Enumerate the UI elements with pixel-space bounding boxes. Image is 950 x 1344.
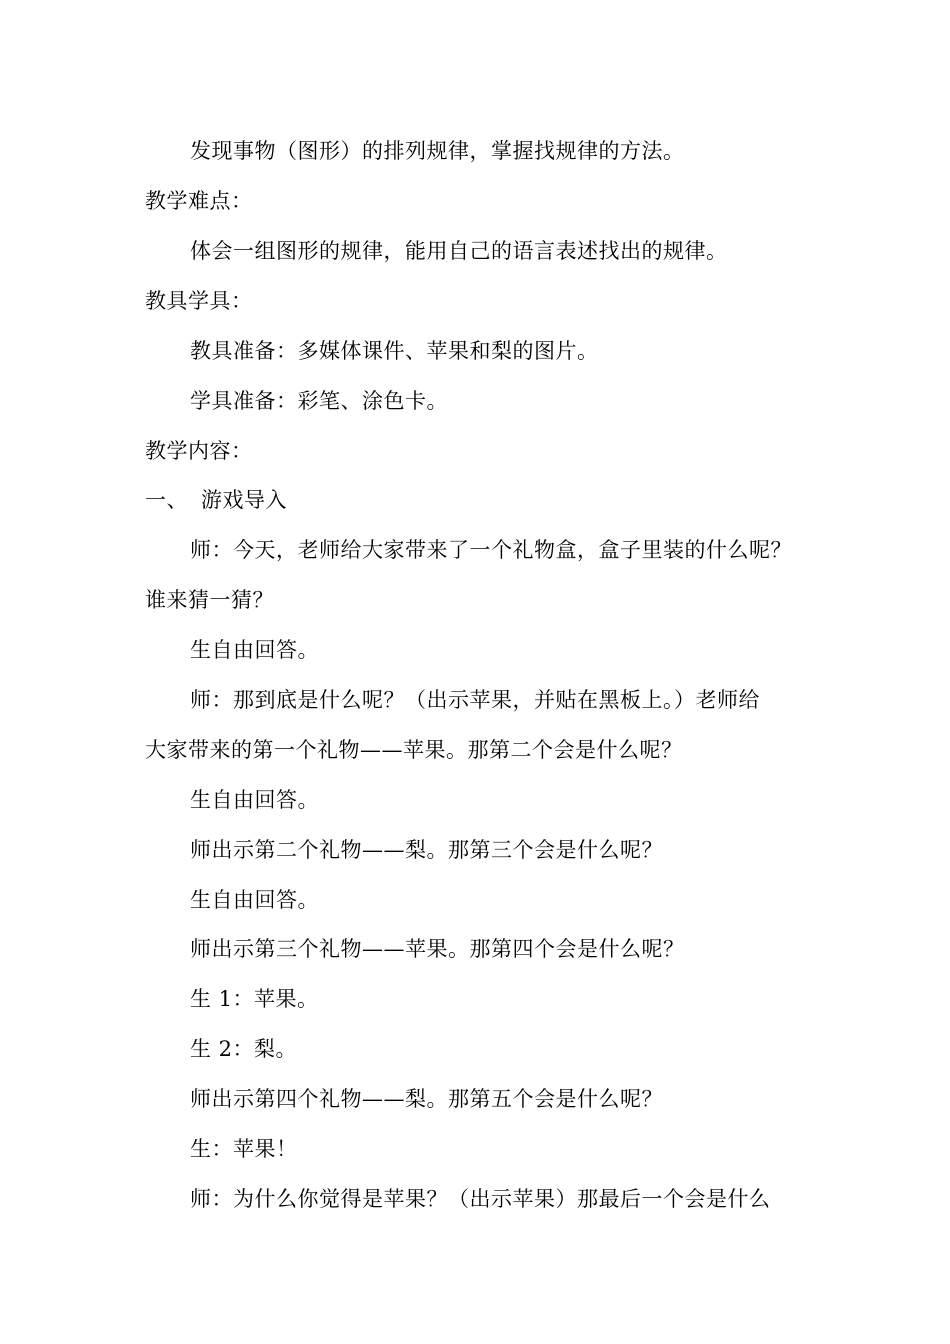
text-line: 生：苹果！ (190, 1137, 298, 1161)
text-line: 谁来猜一猜？ (145, 588, 274, 612)
text-line: 师出示第二个礼物——梨。那第三个会是什么呢？ (190, 838, 663, 862)
text-line: 体会一组图形的规律，能用自己的语言表述找出的规律。 (190, 239, 728, 263)
section-heading: 教学内容： (145, 439, 253, 463)
text-line: 生 1：苹果。 (190, 987, 319, 1011)
list-heading-text: 游戏导入 (201, 488, 287, 512)
section-heading: 教学难点： (145, 189, 253, 213)
list-heading (145, 480, 825, 520)
text-line: 生自由回答。 (190, 788, 319, 812)
text-line: 生自由回答。 (190, 888, 319, 912)
text-line: 师出示第三个礼物——苹果。那第四个会是什么呢？ (190, 937, 685, 961)
text-line: 教具准备：多媒体课件、苹果和梨的图片。 (190, 339, 599, 363)
text-line: 师出示第四个礼物——梨。那第五个会是什么呢？ (190, 1087, 663, 1111)
text-line: 生 2：梨。 (190, 1037, 298, 1061)
text-line: 师：为什么你觉得是苹果？（出示苹果）那最后一个会是什么 (190, 1187, 771, 1211)
text-line: 师：那到底是什么呢？（出示苹果，并贴在黑板上。）老师给 (190, 688, 760, 712)
text-line: 大家带来的第一个礼物——苹果。那第二个会是什么呢？ (145, 738, 683, 762)
text-line: 生自由回答。 (190, 638, 319, 662)
section-heading: 教具学具： (145, 289, 253, 313)
text-line: 发现事物（图形）的排列规律，掌握找规律的方法。 (190, 139, 685, 163)
list-number: 一、 (145, 488, 188, 512)
text-line: 学具准备：彩笔、涂色卡。 (190, 389, 448, 413)
text-line: 师：今天，老师给大家带来了一个礼物盒，盒子里装的什么呢？ (190, 538, 792, 562)
